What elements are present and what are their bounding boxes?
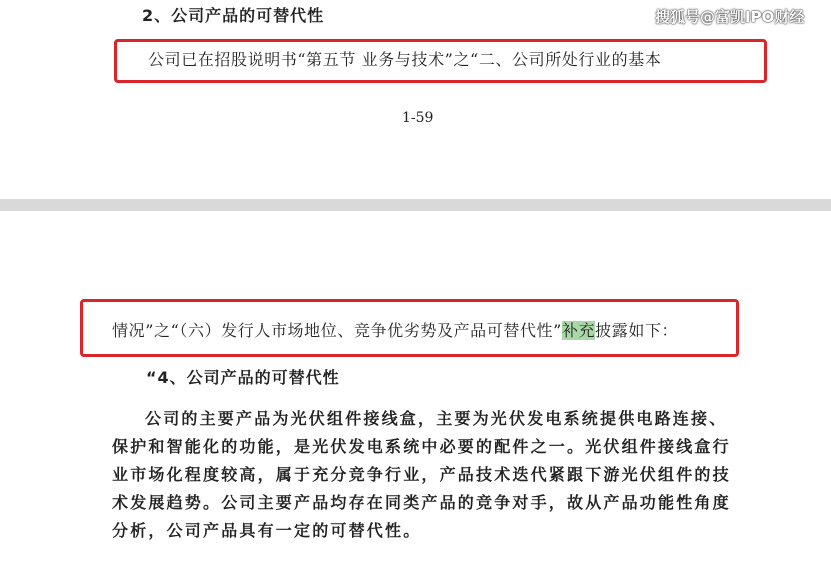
paragraph-line: 业市场化程度较高，属于充分竞争行业，产品技术迭代紧跟下游光伏组件的技 bbox=[112, 465, 731, 484]
body-paragraph bbox=[112, 405, 732, 545]
document-page-top bbox=[0, 0, 831, 199]
paragraph-line: 公司的主要产品为光伏组件接线盒，主要为光伏发电系统提供电路连接、 bbox=[145, 409, 728, 428]
boxed-text-top: 公司已在招股说明书“第五节 业务与技术”之“二、公司所处行业的基本 bbox=[148, 50, 662, 69]
paragraph-line: 术发展趋势。公司主要产品均存在同类产品的竞争对手，故从产品功能性角度 bbox=[112, 493, 731, 512]
paragraph-line: 保护和智能化的功能，是光伏发电系统中必要的配件之一。光伏组件接线盒行 bbox=[112, 437, 731, 456]
watermark: 搜狐号@富凯IPO财经 bbox=[655, 8, 805, 26]
boxed-text-part: 情况”之“（六）发行人市场地位、竞争优劣势及产品可替代性” bbox=[112, 321, 562, 340]
boxed-text-bottom bbox=[112, 318, 678, 341]
page-separator bbox=[0, 199, 831, 211]
section-heading: 2、公司产品的可替代性 bbox=[142, 6, 325, 25]
subsection-heading: “4、公司产品的可替代性 bbox=[146, 368, 340, 387]
highlighted-text: 补充 bbox=[561, 321, 596, 340]
page-number: 1-59 bbox=[402, 110, 434, 126]
paragraph-line: 分析，公司产品具有一定的可替代性。 bbox=[112, 521, 422, 540]
boxed-text-part: 披露如下： bbox=[595, 321, 679, 340]
